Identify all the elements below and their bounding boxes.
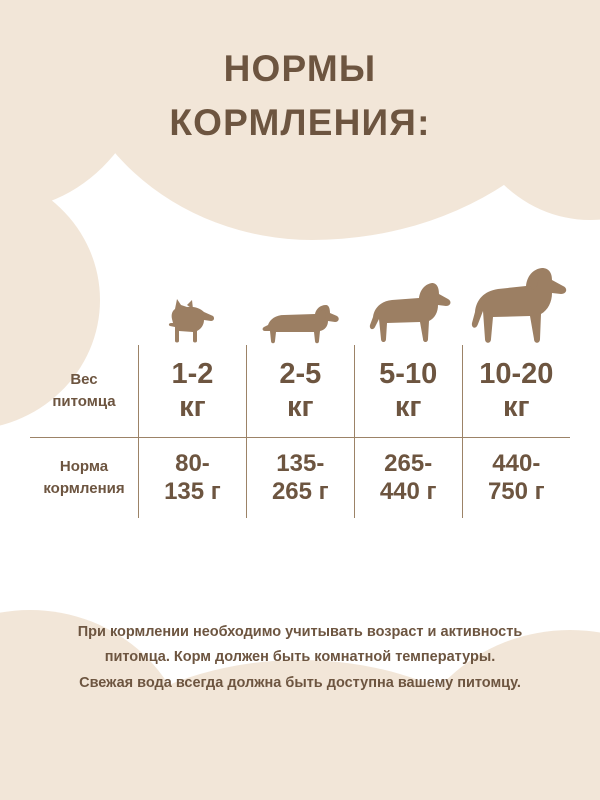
weight-cell-1-line-2: кг bbox=[179, 391, 206, 423]
weight-cell-4 bbox=[462, 345, 570, 438]
large-dog-icon bbox=[470, 267, 570, 345]
feeding-note-line-2: питомца. Корм должен быть комнатной температуры. bbox=[104, 649, 496, 666]
weight-cell-3-line-1: 5-10 bbox=[379, 357, 438, 390]
norm-cell-2-line-1: 135- bbox=[276, 450, 325, 478]
feeding-note-line-3: Свежая вода всегда должна быть доступна вашему питомцу. bbox=[79, 674, 521, 691]
feeding-table-wrapper bbox=[30, 345, 570, 518]
dog-silhouette-cell-3 bbox=[357, 281, 466, 345]
page-title-line-1: НОРМЫ bbox=[223, 48, 377, 89]
norm-cell-4-line-2: 750 г bbox=[487, 478, 545, 505]
small-dog-icon bbox=[167, 299, 219, 345]
norm-cell-2-line-2: 265 г bbox=[271, 478, 329, 505]
weight-cell-3 bbox=[354, 345, 462, 438]
dog-silhouette-cell-4 bbox=[466, 267, 575, 345]
table-row-norm bbox=[30, 438, 570, 519]
row-header-weight-line-1: Вес bbox=[70, 370, 98, 388]
norm-cell-2 bbox=[246, 438, 354, 519]
feeding-note bbox=[0, 620, 600, 696]
weight-cell-2-line-1: 2-5 bbox=[279, 357, 322, 390]
medium-dog-icon bbox=[368, 281, 454, 345]
norm-cell-1 bbox=[139, 438, 247, 519]
page-title-line-2: КОРМЛЕНИЯ: bbox=[169, 101, 431, 143]
norm-cell-3 bbox=[354, 438, 462, 519]
norm-cell-4 bbox=[462, 438, 570, 519]
row-header-weight bbox=[30, 345, 139, 438]
row-header-norm bbox=[30, 438, 139, 519]
weight-cell-2 bbox=[246, 345, 354, 438]
table-row-weight bbox=[30, 345, 570, 438]
dog-silhouette-cell-2 bbox=[247, 301, 356, 345]
norm-cell-1-line-2: 135 г bbox=[164, 478, 221, 505]
norm-cell-4-line-1: 440- bbox=[492, 450, 541, 478]
dog-silhouettes-row bbox=[138, 255, 575, 345]
norm-cell-3-line-2: 440 г bbox=[379, 478, 437, 505]
dog-silhouette-cell-1 bbox=[138, 299, 247, 345]
feeding-note-line-1: При кормлении необходимо учитывать возраст и активность bbox=[77, 624, 523, 640]
weight-cell-4-line-1: 10-20 bbox=[479, 357, 554, 390]
page-title bbox=[0, 0, 600, 149]
norm-cell-3-line-1: 265- bbox=[384, 450, 433, 478]
feeding-table bbox=[30, 345, 570, 518]
weight-cell-1-line-1: 1-2 bbox=[171, 357, 214, 390]
weight-cell-4-line-2: кг bbox=[503, 391, 530, 423]
dachshund-dog-icon bbox=[262, 301, 342, 345]
weight-cell-3-line-2: кг bbox=[394, 391, 422, 423]
row-header-weight-line-2: питомца bbox=[52, 393, 116, 410]
row-header-norm-line-2: кормления bbox=[43, 480, 125, 497]
norm-cell-1-line-1: 80- bbox=[175, 450, 210, 478]
weight-cell-1 bbox=[139, 345, 247, 438]
row-header-norm-line-1: Норма bbox=[59, 457, 109, 475]
weight-cell-2-line-2: кг bbox=[287, 391, 314, 423]
